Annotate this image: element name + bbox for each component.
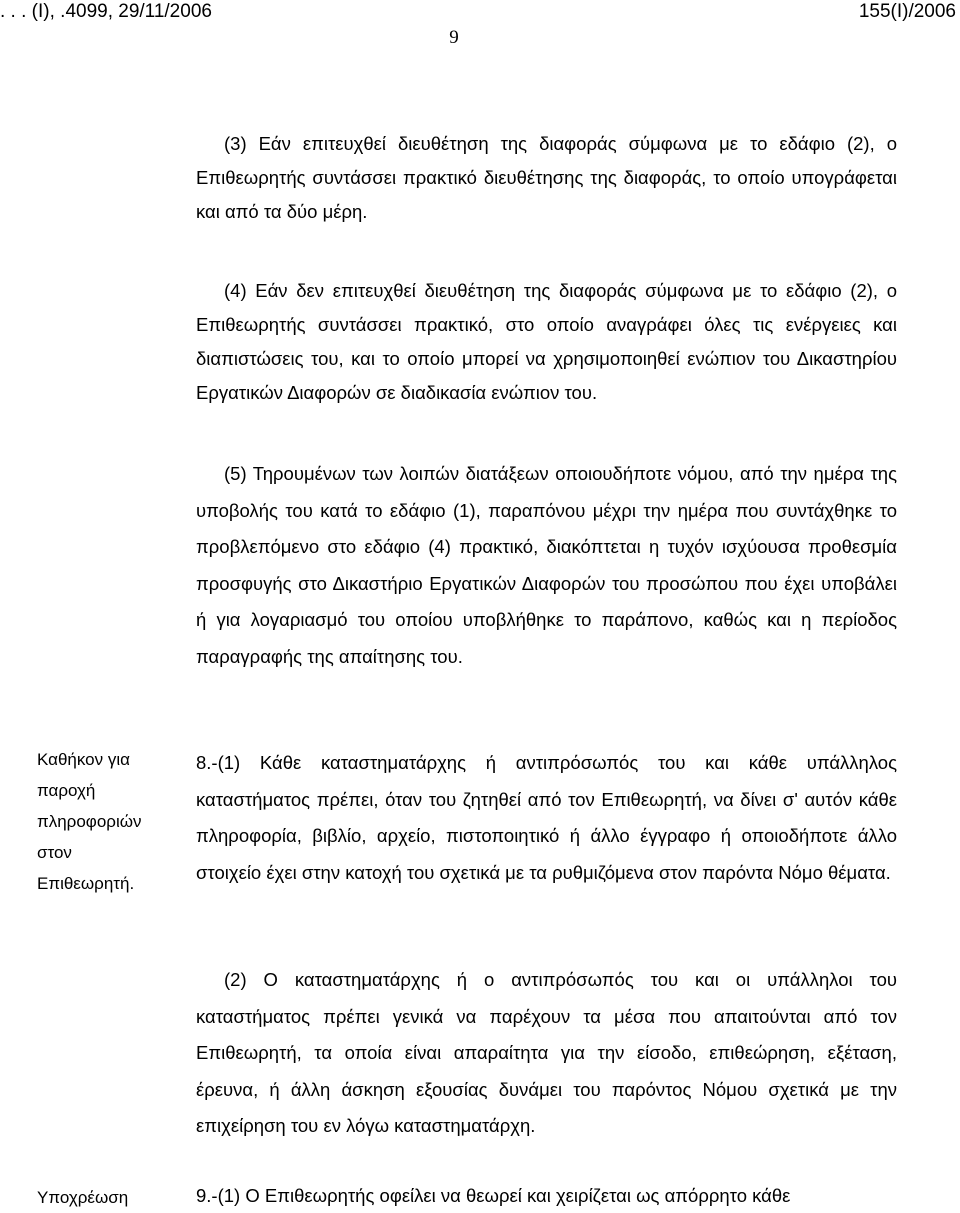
- law-number: 155(Ι)/2006: [858, 1, 956, 22]
- section-9-subsection-1: 9.-(1) Ο Επιθεωρητής οφείλει να θεωρεί και χειρίζεται ως απόρρητο κάθε: [196, 1185, 791, 1206]
- paragraph-3: (3) Εάν επιτευχθεί διευθέτηση της διαφοράς σύμφωνα με το εδάφιο (2), ο Επιθεωρητής συντάσσει πρακτικό διευθέτησης της διαφοράς, το οποίο υπογράφεται και από τα δύο μέρη.: [196, 133, 897, 222]
- margin-note-section-8: Καθήκον για παροχή πληροφοριών στον Επιθεωρητή.: [37, 750, 142, 893]
- gazette-header-reference: . . . (Ι), .4099, 29/11/2006: [0, 1, 212, 22]
- page-number: 9: [449, 27, 459, 48]
- section-8-subsection-2: (2) Ο καταστηματάρχης ή ο αντιπρόσωπός του και οι υπάλληλοι του καταστήματος πρέπει γενικά να παρέχουν τα μέσα που απαιτούνται από τον Επιθεωρητή, τα οποία είναι απαραίτητα για την είσοδο, επιθεώρηση, εξέταση, έρευνα, ή άλλη άσκηση εξουσίας δυνάμει του παρόντος Νόμου σχετικά με την επιχείρηση του εν λόγω καταστηματάρχη.: [196, 969, 897, 1136]
- margin-note-section-9: Υποχρέωση: [37, 1188, 129, 1207]
- paragraph-4: (4) Εάν δεν επιτευχθεί διευθέτηση της διαφοράς σύμφωνα με το εδάφιο (2), ο Επιθεωρητής συντάσσει πρακτικό, στο οποίο αναγράφει όλες τις ενέργειες και διαπιστώσεις του, και το οποίο μπορεί να χρησιμοποιηθεί ενώπιον του Δικαστηρίου Εργατικών Διαφορών σε διαδικασία ενώπιον του.: [196, 280, 897, 403]
- section-8-subsection-1: 8.-(1) Κάθε καταστηματάρχης ή αντιπρόσωπός του και κάθε υπάλληλος καταστήματος πρέπει, όταν του ζητηθεί από τον Επιθεωρητή, να δίνει σ' αυτόν κάθε πληροφορία, βιβλίο, αρχείο, πιστοποιητικό ή άλλο έγγραφο ή οποιοδήποτε άλλο στοιχείο έχει στην κατοχή του σχετικά με τα ρυθμιζόμενα στον παρόντα Νόμο θέματα.: [196, 752, 897, 883]
- paragraph-5: (5) Τηρουμένων των λοιπών διατάξεων οποιουδήποτε νόμου, από την ημέρα της υποβολής του κατά το εδάφιο (1), παραπόνου μέχρι την ημέρα που συντάχθηκε το προβλεπόμενο στο εδάφιο (4) πρακτικό, διακόπτεται η τυχόν ισχύουσα προθεσμία προσφυγής στο Δικαστήριο Εργατικών Διαφορών του προσώπου που έχει υποβάλει ή για λογαριασμό του οποίου υποβλήθηκε το παράπονο, καθώς και η περίοδος παραγραφής της απαίτησης του.: [196, 463, 897, 667]
